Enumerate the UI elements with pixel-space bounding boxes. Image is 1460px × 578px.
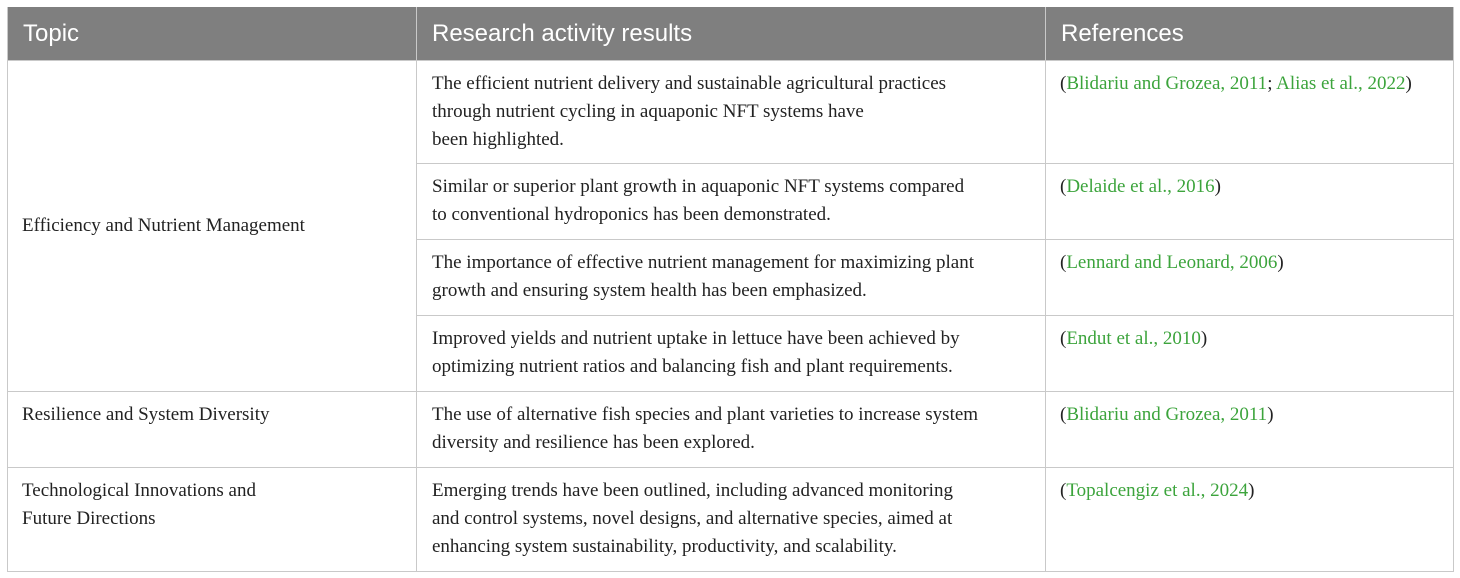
reference-link[interactable]: Lennard and Leonard, 2006 bbox=[1066, 252, 1278, 273]
header-row bbox=[8, 7, 1454, 61]
result-cell bbox=[417, 240, 1046, 316]
result-line: Similar or superior plant growth in aquaponic NFT systems compared bbox=[432, 176, 965, 197]
result-line: The importance of effective nutrient management for maximizing plant bbox=[432, 252, 975, 273]
result-cell bbox=[417, 61, 1046, 164]
result-line: and control systems, novel designs, and alternative species, aimed at bbox=[432, 508, 953, 529]
reference-link[interactable]: Topalcengiz et al., 2024 bbox=[1066, 480, 1249, 501]
result-cell bbox=[417, 392, 1046, 468]
result-cell bbox=[417, 468, 1046, 572]
result-cell bbox=[417, 164, 1046, 240]
result-line: Improved yields and nutrient uptake in lettuce have been achieved by bbox=[432, 328, 960, 349]
topic-label: Efficiency and Nutrient Management bbox=[22, 215, 305, 236]
reference-cell: (Blidariu and Grozea, 2011) bbox=[1046, 392, 1454, 468]
topic-label-line: Technological Innovations and bbox=[22, 480, 256, 501]
reference-cell: (Lennard and Leonard, 2006) bbox=[1046, 240, 1454, 316]
result-line: through nutrient cycling in aquaponic NFT systems have bbox=[432, 101, 864, 122]
result-cell bbox=[417, 316, 1046, 392]
research-table bbox=[7, 7, 1454, 572]
topic-cell bbox=[8, 61, 417, 392]
reference-cell: (Endut et al., 2010) bbox=[1046, 316, 1454, 392]
reference-link[interactable]: Delaide et al., 2016 bbox=[1066, 176, 1215, 197]
result-line: to conventional hydroponics has been demonstrated. bbox=[432, 204, 831, 225]
reference-link[interactable]: Blidariu and Grozea, 2011 bbox=[1066, 404, 1268, 425]
reference-cell: (Delaide et al., 2016) bbox=[1046, 164, 1454, 240]
result-line: The efficient nutrient delivery and sustainable agricultural practices bbox=[432, 73, 947, 94]
result-line: The use of alternative fish species and plant varieties to increase system bbox=[432, 404, 979, 425]
header-topic: Topic bbox=[8, 7, 417, 61]
result-line: optimizing nutrient ratios and balancing fish and plant requirements. bbox=[432, 356, 953, 377]
reference-cell: (Blidariu and Grozea, 2011; Alias et al., 2022) bbox=[1046, 61, 1454, 164]
topic-label-line: Future Directions bbox=[22, 508, 156, 529]
table-row bbox=[8, 392, 1454, 468]
reference-link[interactable]: Alias et al., 2022 bbox=[1276, 73, 1406, 94]
result-line: enhancing system sustainability, productivity, and scalability. bbox=[432, 536, 897, 557]
topic-cell bbox=[8, 468, 417, 572]
topic-cell bbox=[8, 392, 417, 468]
result-line: been highlighted. bbox=[432, 129, 564, 150]
reference-cell: (Topalcengiz et al., 2024) bbox=[1046, 468, 1454, 572]
reference-link[interactable]: Endut et al., 2010 bbox=[1066, 328, 1201, 349]
reference-link[interactable]: Blidariu and Grozea, 2011 bbox=[1066, 73, 1268, 94]
result-line: diversity and resilience has been explored. bbox=[432, 432, 755, 453]
result-line: Emerging trends have been outlined, including advanced monitoring bbox=[432, 480, 953, 501]
topic-label: Resilience and System Diversity bbox=[22, 404, 270, 425]
table-row bbox=[8, 61, 1454, 164]
header-results: Research activity results bbox=[417, 7, 1046, 61]
table-row bbox=[8, 468, 1454, 572]
header-references: References bbox=[1046, 7, 1454, 61]
result-line: growth and ensuring system health has been emphasized. bbox=[432, 280, 867, 301]
